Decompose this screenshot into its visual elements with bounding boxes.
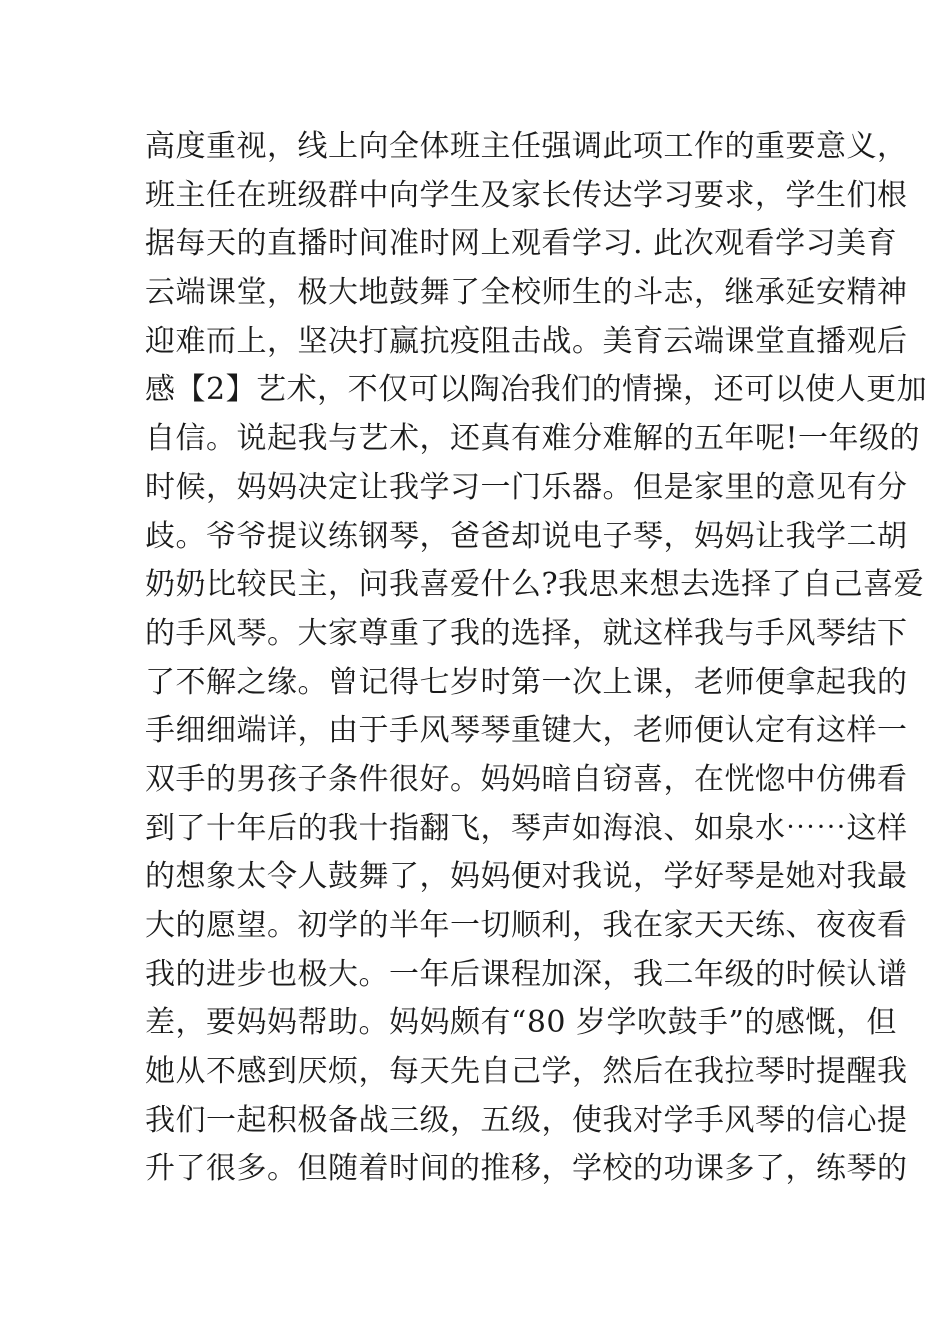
text-line: 据每天的直播时间准时网上观看学习. 此次观看学习美育: [145, 226, 898, 262]
text-line: 她从不感到厌烦，每天先自己学，然后在我拉琴时提醒我: [145, 1054, 908, 1090]
text-line: 我的进步也极大。一年后课程加深，我二年级的时候认谱: [145, 956, 908, 992]
text-line: 歧。爷爷提议练钢琴，爸爸却说电子琴，妈妈让我学二胡: [145, 518, 908, 554]
text-line: 班主任在班级群中向学生及家长传达学习要求，学生们根: [145, 177, 908, 213]
text-line: 的想象太令人鼓舞了，妈妈便对我说，学好琴是她对我最: [145, 859, 908, 895]
text-line: 双手的男孩子条件很好。妈妈暗自窃喜，在恍惚中仿佛看: [145, 761, 908, 797]
text-line: 奶奶比较民主，问我喜爱什么?我思来想去选择了自己喜爱: [145, 567, 925, 603]
text-line: 到了十年后的我十指翻飞，琴声如海浪、如泉水⋯⋯这样: [145, 810, 908, 846]
text-line: 手细细端详，由于手风琴琴重键大，老师便认定有这样一: [145, 713, 908, 749]
text-line: 自信。说起我与艺术，还真有难分难解的五年呢!一年级的: [145, 421, 921, 457]
text-line: 时候，妈妈决定让我学习一门乐器。但是家里的意见有分: [145, 469, 908, 505]
body-text: [145, 123, 928, 1194]
text-line: 升了很多。但随着时间的推移，学校的功课多了，练琴的: [145, 1151, 908, 1187]
text-line: 差，要妈妈帮助。妈妈颇有“80 岁学吹鼓手”的感慨，但: [145, 1005, 897, 1041]
text-line: 大的愿望。初学的半年一切顺利，我在家天天练、夜夜看: [145, 908, 908, 943]
text-line: 云端课堂，极大地鼓舞了全校师生的斗志，继承延安精神: [145, 275, 908, 311]
text-line: 感【2】艺术，不仅可以陶冶我们的情操，还可以使人更加: [145, 372, 928, 408]
text-line: 我们一起积极备战三级，五级，使我对学手风琴的信心提: [145, 1102, 908, 1138]
text-line: 了不解之缘。曾记得七岁时第一次上课，老师便拿起我的: [145, 664, 908, 700]
text-line: 的手风琴。大家尊重了我的选择，就这样我与手风琴结下: [145, 615, 908, 651]
text-line: 迎难而上，坚决打赢抗疫阻击战。美育云端课堂直播观后: [145, 323, 908, 359]
text-line: 高度重视，线上向全体班主任强调此项工作的重要意义，: [145, 129, 908, 164]
